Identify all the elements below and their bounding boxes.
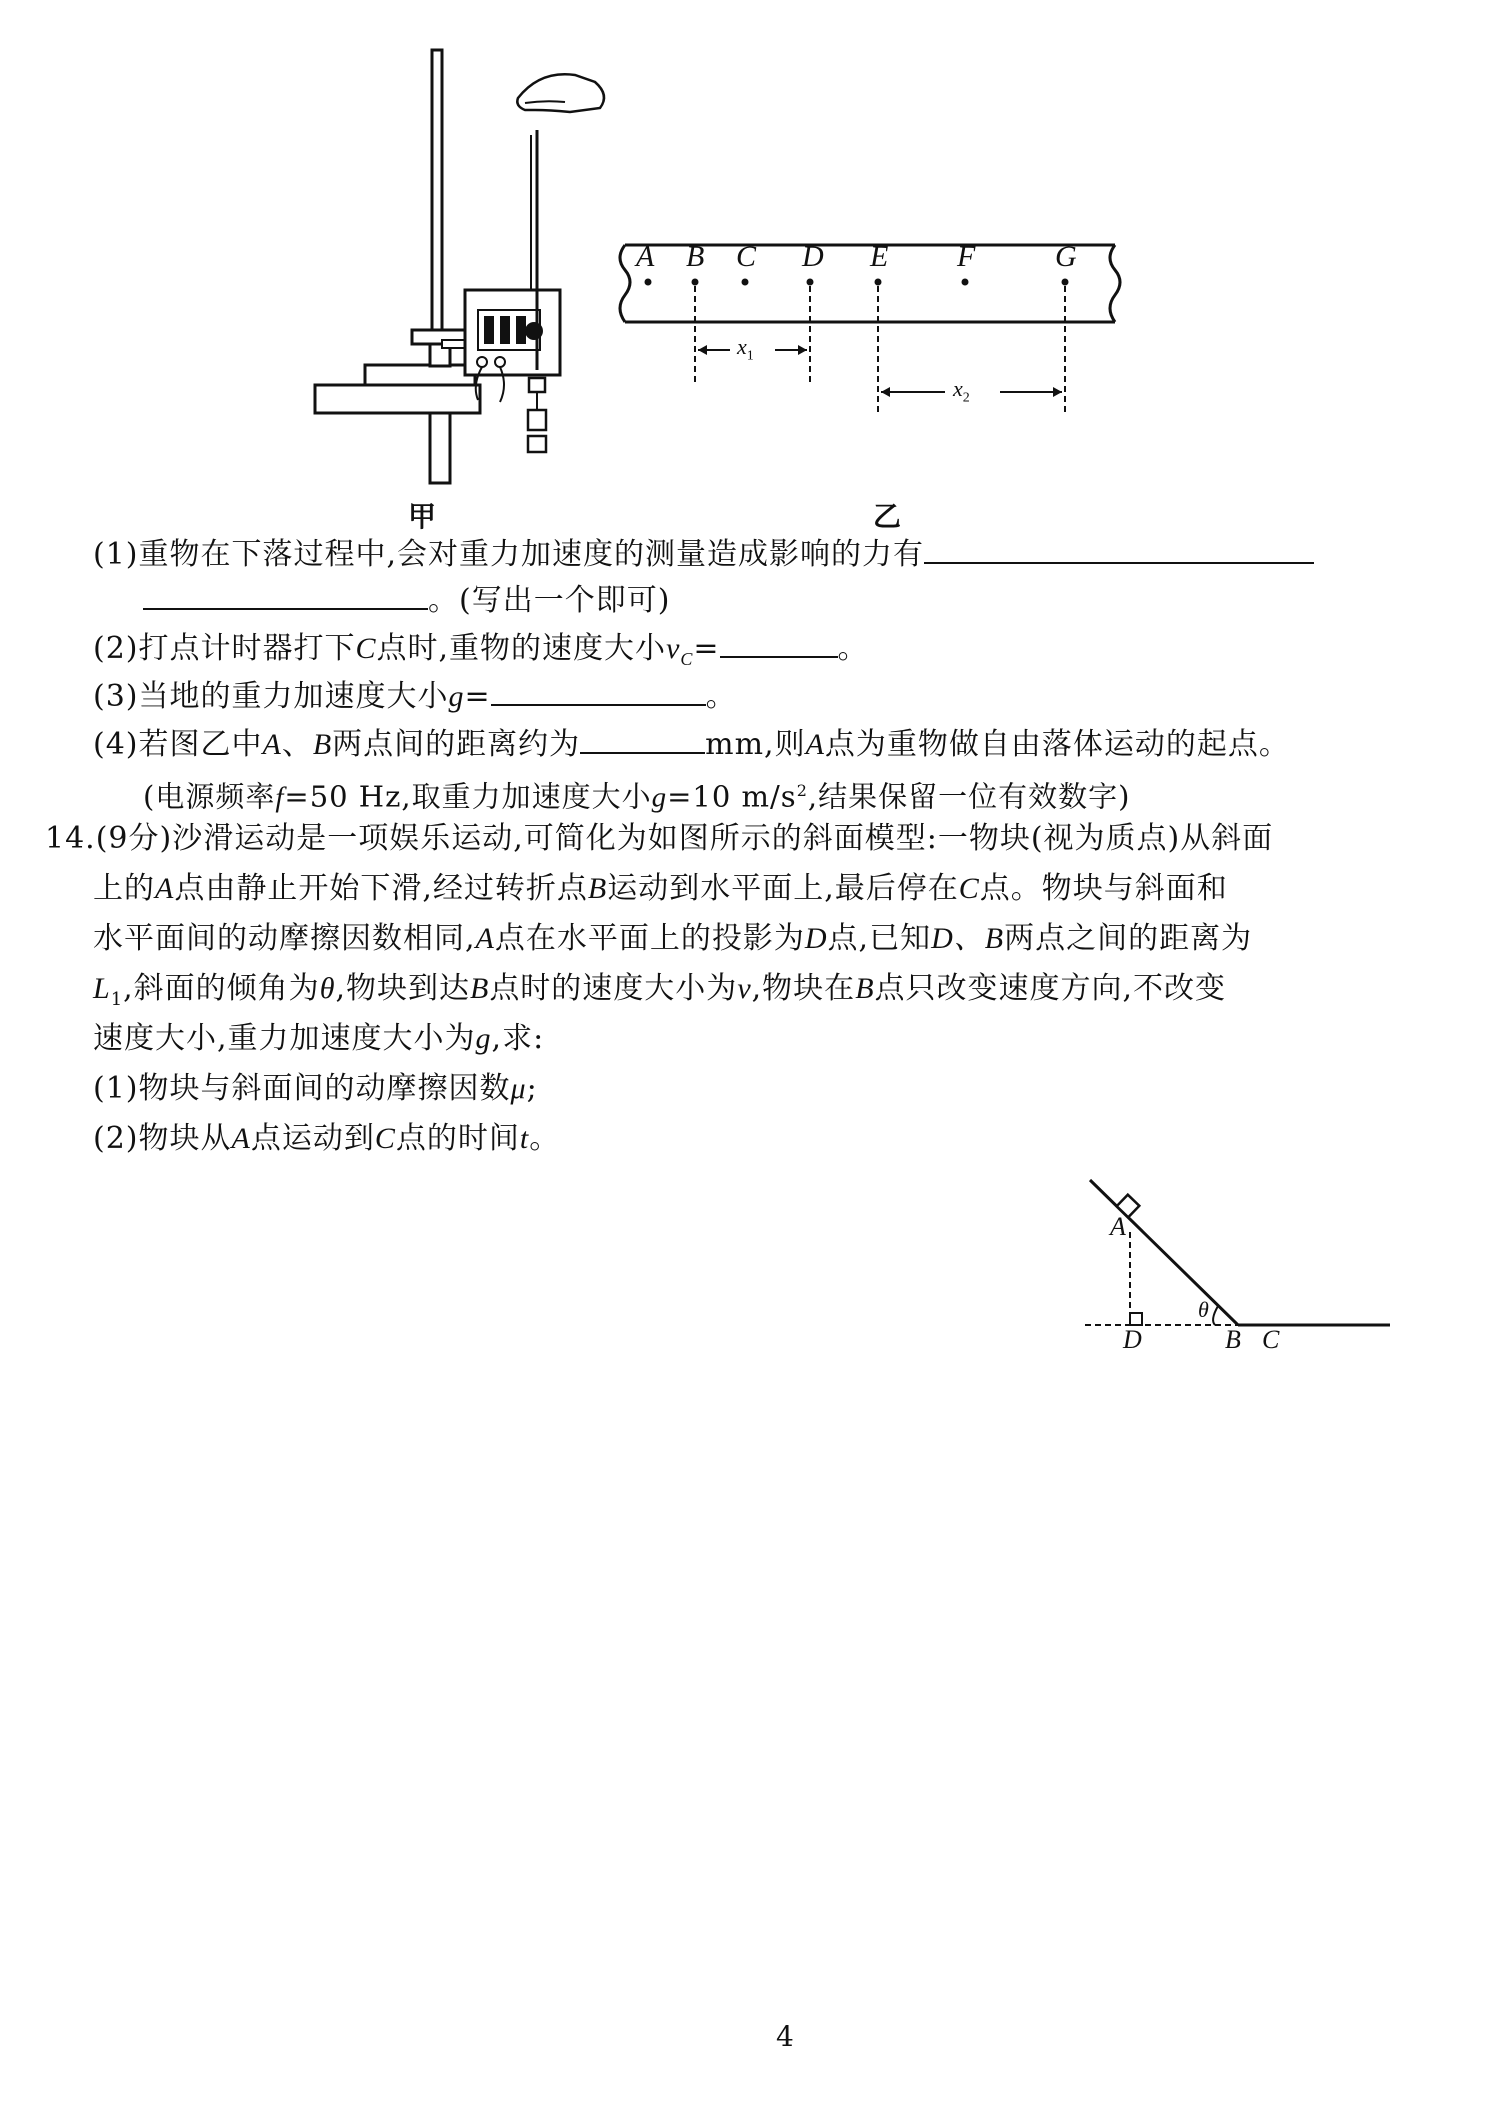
tape-label-C: C (736, 240, 757, 273)
tape-label-E: E (870, 240, 889, 273)
incline-label-D: D (1123, 1325, 1142, 1354)
figure-jia-label: 甲 (408, 500, 437, 533)
q13-part3: (3)当地的重力加速度大小g= 。 (93, 674, 737, 718)
tape-label-G: G (1055, 240, 1077, 273)
tape-label-F: F (957, 240, 976, 273)
x1-label: $x_1$ (737, 334, 754, 364)
q14-line2: 上的A点由静止开始下滑,经过转折点B运动到水平面上,最后停在C点。物块与斜面和 (93, 871, 1228, 906)
hand-drawing (517, 74, 604, 112)
q13-part1-line1: (1)重物在下落过程中,会对重力加速度的测量造成影响的力有 (93, 532, 1314, 576)
hanging-weight (528, 436, 546, 452)
figure-jia-apparatus (300, 40, 620, 490)
incline-label-B: B (1225, 1325, 1241, 1354)
answer-blank-p4[interactable] (580, 722, 705, 754)
figure-yi-label: 乙 (873, 500, 902, 533)
tape-label-B: B (686, 240, 705, 273)
q13-part1-line2: 。(写出一个即可) (143, 578, 670, 622)
incline-label-A: A (1110, 1212, 1126, 1241)
q14-line1: 14.(9分)沙滑运动是一项娱乐运动,可简化为如图所示的斜面模型:一物块(视为质点)从斜面 (45, 821, 1274, 856)
q14-question2: (2)物块从A点运动到C点的时间t。 (93, 1121, 561, 1156)
q13-part2: (2)打点计时器打下C点时,重物的速度大小$v_C=$ 。 (93, 626, 869, 680)
table-leg (430, 413, 450, 483)
q14-line3: 水平面间的动摩擦因数相同,A点在水平面上的投影为D点,已知D、B两点之间的距离为 (93, 921, 1253, 956)
tape-label-D: D (802, 240, 824, 273)
answer-blank-p1b[interactable] (143, 578, 428, 610)
q14-line5: 速度大小,重力加速度大小为g,求: (93, 1021, 545, 1056)
x2-label: $x_2$ (953, 376, 970, 406)
q14-line4: $L_1$,斜面的倾角为θ,物块到达B点时的速度大小为v,物块在B点只改变速度方向,不改变 (93, 971, 1227, 1010)
slope-line (1090, 1180, 1238, 1325)
table-top (315, 385, 480, 413)
answer-blank-p3[interactable] (491, 674, 706, 706)
page-number: 4 (776, 2020, 794, 2053)
q13-part4: (4)若图乙中A、B两点间的距离约为 mm,则A点为重物做自由落体运动的起点。 (93, 722, 1290, 766)
q14-question1: (1)物块与斜面间的动摩擦因数μ; (93, 1071, 538, 1106)
answer-blank-p2[interactable] (720, 626, 838, 658)
incline-label-C: C (1262, 1325, 1280, 1354)
q13-note: (电源频率f=50 Hz,取重力加速度大小g=10 $m/s^2$,结果保留一位有效数字) (143, 779, 1131, 814)
tape-label-A: A (636, 240, 655, 273)
answer-blank-p1a[interactable] (924, 532, 1314, 564)
incline-label-theta: θ (1198, 1297, 1209, 1322)
